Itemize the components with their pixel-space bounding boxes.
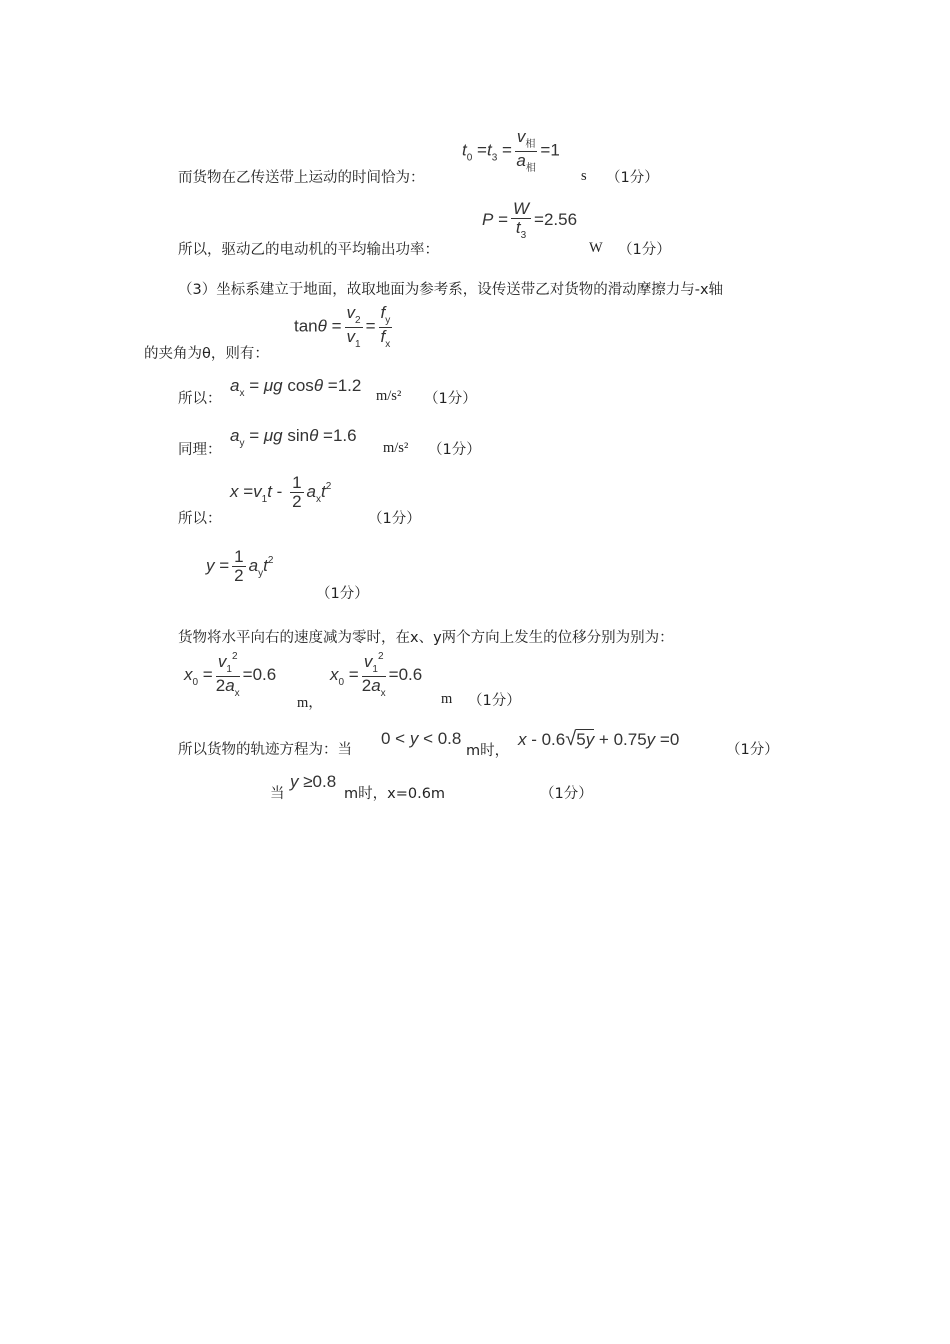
text-time-on-belt: 而货物在乙传送带上运动的时间恰为： xyxy=(178,170,425,186)
unit-ms2-2: m/s² xyxy=(383,440,409,456)
formula-range-2: y ≥0.8 xyxy=(290,772,337,791)
formula-range-1: 0 < y < 0.8 xyxy=(381,729,462,748)
unit-m-2: m xyxy=(441,691,453,707)
formula-y: y = $\frac{1}{2}$ $a_yt^2$ xyxy=(206,547,274,585)
score-9: （1分） xyxy=(540,786,593,802)
score-4: （1分） xyxy=(428,442,481,458)
formula-tan: tanθ = $\frac{v_2}{v_1}$ = $\frac{f_y}{f_x}$ xyxy=(294,303,391,350)
score-3: （1分） xyxy=(424,391,477,407)
formula-x: $x =v_1t$ - $\frac{1}{2}$ $a_xt^2$ xyxy=(230,473,332,511)
score-6: （1分） xyxy=(316,586,369,602)
text-so-2: 所以： xyxy=(178,511,222,527)
text-displacement: 货物将水平向右的速度减为零时，在x、y两个方向上发生的位移分别为别为： xyxy=(178,630,674,646)
score-7: （1分） xyxy=(468,693,521,709)
text-likewise: 同理： xyxy=(178,442,222,458)
unit-ms2-1: m/s² xyxy=(376,388,402,404)
unit-m-1: m， xyxy=(297,695,323,711)
formula-ay: $a_y = \mu g$ sinθ =1.6 xyxy=(230,426,357,449)
text-angle: 的夹角为θ，则有： xyxy=(144,346,269,362)
formula-t0: $t_0 =t_3$ = $\frac{v_相}{a_相}$ =1 xyxy=(462,127,560,174)
text-when-1: m时， xyxy=(466,743,510,759)
text-part3: （3）坐标系建立于地面，故取地面为参考系，设传送带乙对货物的滑动摩擦力与-x轴 xyxy=(178,282,724,298)
score-2: （1分） xyxy=(618,242,671,258)
text-power: 所以，驱动乙的电动机的平均输出功率： xyxy=(178,242,439,258)
score-5: （1分） xyxy=(368,511,421,527)
formula-ax: $a_x = \mu g$ cosθ =1.2 xyxy=(230,376,362,399)
text-trajectory: 所以货物的轨迹方程为：当 xyxy=(178,742,352,758)
score-1: （1分） xyxy=(606,170,659,186)
formula-power: P = $\frac{W}{t_3}$ =2.56 xyxy=(482,199,578,241)
unit-w: W xyxy=(589,240,603,256)
unit-s: s xyxy=(581,168,587,184)
text-when-2: 当 xyxy=(270,786,285,802)
formula-x0-a: $x_0$ = $\frac{v_1^2}{2a_x}$ =0.6 xyxy=(184,651,277,699)
text-so-1: 所以： xyxy=(178,391,222,407)
formula-trajectory: x - 0.6√5y + 0.75y =0 xyxy=(518,728,680,750)
formula-x0-b: $x_0$ = $\frac{v_1^2}{2a_x}$ =0.6 xyxy=(330,651,423,699)
text-result: m时，x=0.6m xyxy=(344,786,446,802)
score-8: （1分） xyxy=(726,742,779,758)
